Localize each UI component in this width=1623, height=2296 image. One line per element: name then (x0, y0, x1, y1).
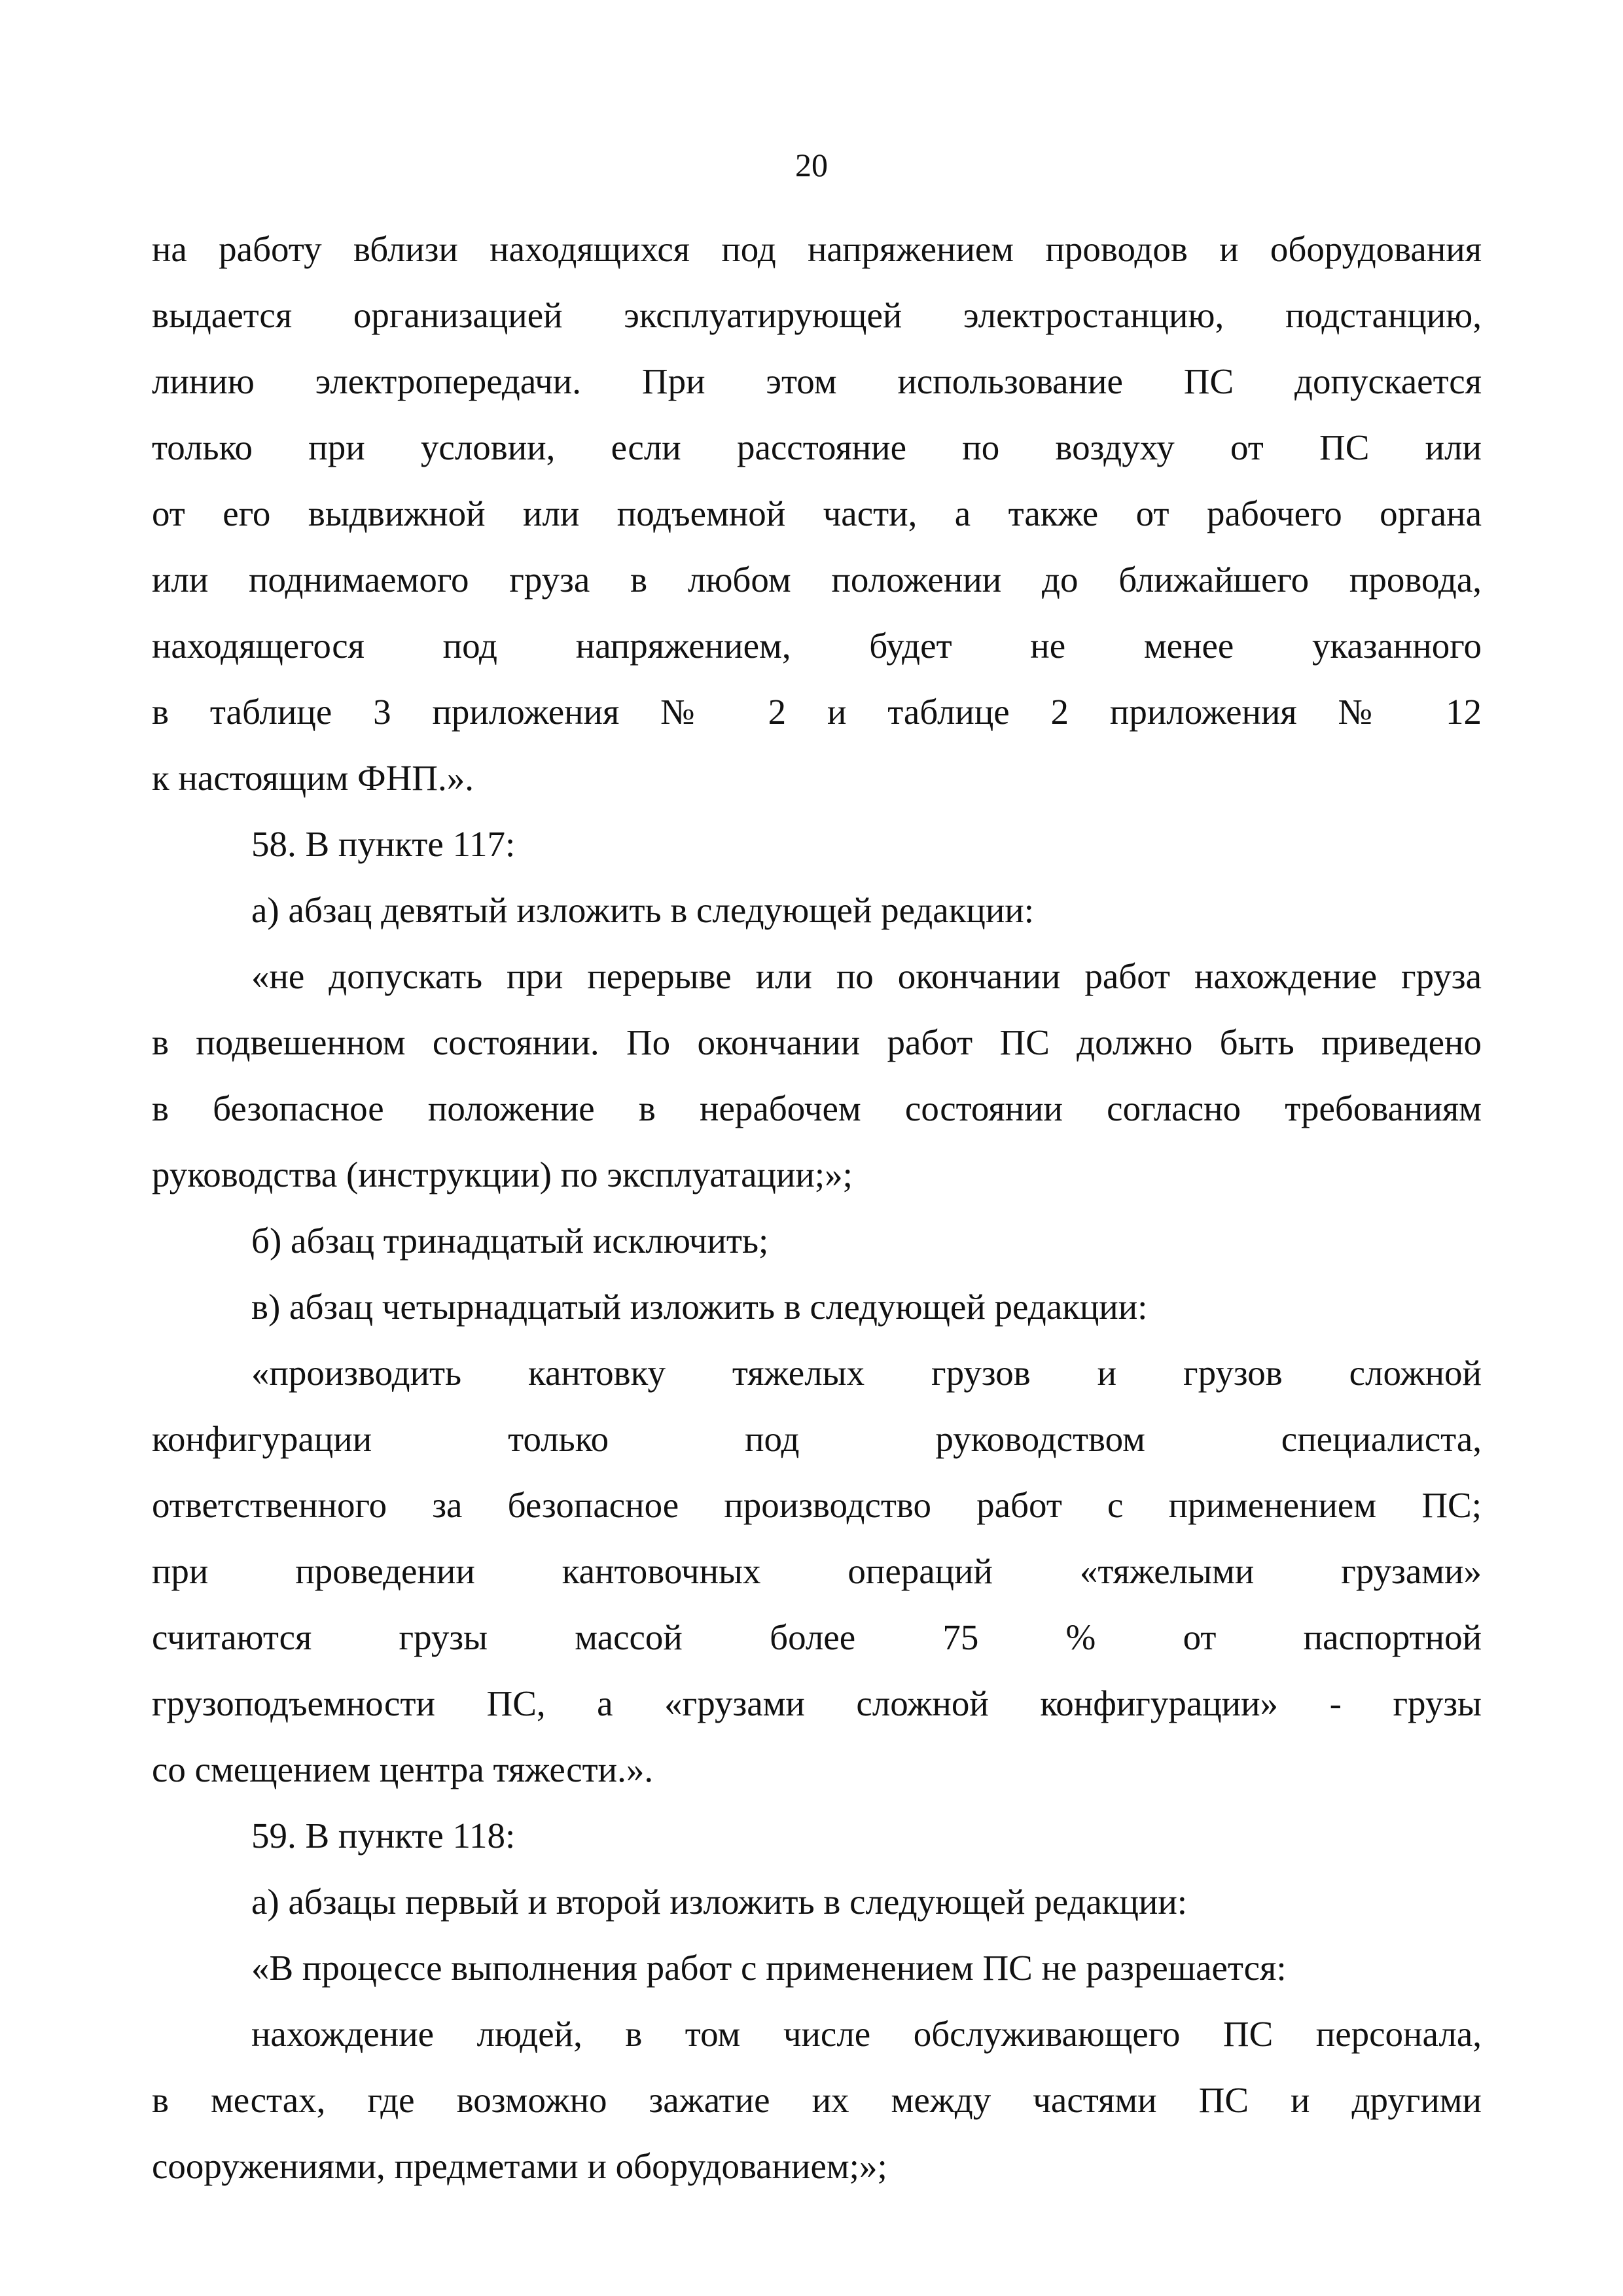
text-line: в) абзац четырнадцатый изложить в следующей редакции: (251, 1287, 1148, 1327)
text-line: в подвешенном состоянии. По окончании работ ПС должно быть приведено (152, 1022, 1482, 1062)
text-line: грузоподъемности ПС, а «грузами сложной конфигурации» - грузы (152, 1683, 1482, 1723)
paragraph-quote-1 (152, 943, 1482, 1208)
paragraph-item-58-b (152, 1208, 1482, 1274)
text-line: б) абзац тринадцатый исключить; (251, 1221, 769, 1261)
item-heading: 58. В пункте 117: (251, 824, 516, 864)
text-line: от его выдвижной или подъемной части, а также от рабочего органа (152, 493, 1482, 533)
text-line: к настоящим ФНП.». (152, 758, 474, 798)
page-number: 20 (795, 147, 828, 183)
item-heading: 59. В пункте 118: (251, 1816, 516, 1856)
text-line: в местах, где возможно зажатие их между частями ПС и другими (152, 2080, 1482, 2120)
text-line: линию электропередачи. При этом использование ПС допускается (152, 361, 1482, 401)
paragraph-item-58-v (152, 1274, 1482, 1340)
text-line: «производить кантовку тяжелых грузов и грузов сложной (251, 1353, 1482, 1393)
text-line: в таблице 3 приложения № 2 и таблице 2 приложения № 12 (152, 692, 1482, 732)
text-line: а) абзацы первый и второй изложить в следующей редакции: (251, 1882, 1188, 1922)
paragraph-item-58-a (152, 877, 1482, 943)
paragraph-item-58 (152, 811, 1482, 877)
paragraph-quote-4 (152, 2001, 1482, 2199)
text-line: со смещением центра тяжести.». (152, 1749, 654, 1789)
text-line: «В процессе выполнения работ с применением ПС не разрешается: (251, 1948, 1287, 1988)
document-body (152, 216, 1482, 2199)
text-line: в безопасное положение в нерабочем состоянии согласно требованиям (152, 1088, 1482, 1128)
text-line: нахождение людей, в том числе обслуживающего ПС персонала, (251, 2014, 1482, 2054)
paragraph-quote-3 (152, 1935, 1482, 2001)
text-line: на работу вблизи находящихся под напряжением проводов и оборудования (152, 229, 1482, 269)
paragraph-item-59 (152, 1803, 1482, 1869)
text-line: или поднимаемого груза в любом положении до ближайшего провода, (152, 560, 1482, 600)
text-line: считаются грузы массой более 75 % от паспортной (152, 1617, 1482, 1657)
text-line: выдается организацией эксплуатирующей электростанцию, подстанцию, (152, 295, 1482, 335)
text-line: только при условии, если расстояние по воздуху от ПС или (152, 427, 1482, 467)
text-line: при проведении кантовочных операций «тяжелыми грузами» (152, 1551, 1482, 1591)
paragraph-continuation (152, 216, 1482, 811)
paragraph-item-59-a (152, 1869, 1482, 1935)
text-line: «не допускать при перерыве или по окончании работ нахождение груза (251, 956, 1482, 996)
text-line: конфигурации только под руководством специалиста, (152, 1419, 1482, 1459)
text-line: сооружениями, предметами и оборудованием;»; (152, 2146, 887, 2186)
text-line: находящегося под напряжением, будет не менее указанного (152, 626, 1482, 666)
text-line: руководства (инструкции) по эксплуатации;»; (152, 1155, 853, 1194)
text-line: а) абзац девятый изложить в следующей редакции: (251, 890, 1035, 930)
paragraph-quote-2 (152, 1340, 1482, 1803)
text-line: ответственного за безопасное производство работ с применением ПС; (152, 1485, 1482, 1525)
